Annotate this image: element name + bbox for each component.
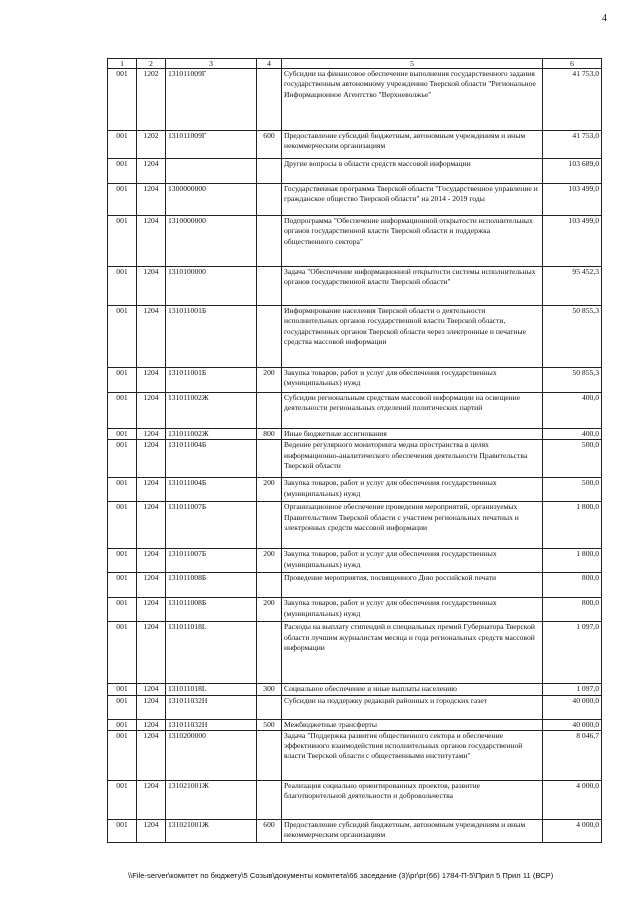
cell-amount: 400,0 xyxy=(543,429,602,440)
cell-admin-code: 001 xyxy=(108,549,137,573)
cell-expense-type xyxy=(257,159,282,184)
cell-amount: 40 000,0 xyxy=(543,695,602,719)
cell-amount: 800,0 xyxy=(543,598,602,622)
cell-expense-type xyxy=(257,393,282,429)
cell-section-code: 1204 xyxy=(137,440,166,478)
cell-amount: 1 097,0 xyxy=(543,684,602,695)
cell-description: Государственная программа Тверской области "Государственное управление и гражданское общество Тверской области" на 2014 - 2019 годы xyxy=(282,184,543,216)
table-body xyxy=(108,69,602,843)
cell-description: Реализация социально ориентированных проектов, развитие благотворительной деятельности и добровольчества xyxy=(282,780,543,819)
cell-section-code: 1204 xyxy=(137,393,166,429)
cell-section-code: 1204 xyxy=(137,216,166,267)
table-row xyxy=(108,684,602,695)
cell-description: Закупка товаров, работ и услуг для обеспечения государственных (муниципальных) нужд xyxy=(282,598,543,622)
cell-admin-code: 001 xyxy=(108,306,137,368)
table-row xyxy=(108,549,602,573)
cell-section-code: 1204 xyxy=(137,478,166,502)
cell-section-code: 1204 xyxy=(137,159,166,184)
cell-admin-code: 001 xyxy=(108,267,137,306)
cell-admin-code: 001 xyxy=(108,819,137,842)
cell-description: Организационное обеспечение проведения мероприятий, организуемых Правительством Тверской области с участием региональных печатных и электронных средств массовой информации xyxy=(282,502,543,549)
cell-admin-code: 001 xyxy=(108,440,137,478)
cell-article-code: 131011032Н xyxy=(166,695,257,719)
cell-section-code: 1204 xyxy=(137,306,166,368)
budget-table xyxy=(107,58,602,843)
cell-expense-type xyxy=(257,780,282,819)
header-row xyxy=(108,59,602,69)
table-row xyxy=(108,429,602,440)
cell-admin-code: 001 xyxy=(108,684,137,695)
table-row xyxy=(108,478,602,502)
cell-article-code: 131011007Б xyxy=(166,549,257,573)
cell-amount: 103 689,0 xyxy=(543,159,602,184)
cell-description: Проведение мероприятия, посвященного Дню российской печати xyxy=(282,573,543,598)
cell-description: Субсидии на поддержку редакций районных и городских газет xyxy=(282,695,543,719)
cell-admin-code: 001 xyxy=(108,429,137,440)
cell-amount: 8 046,7 xyxy=(543,730,602,780)
table-row xyxy=(108,598,602,622)
cell-section-code: 1204 xyxy=(137,184,166,216)
cell-section-code: 1204 xyxy=(137,730,166,780)
cell-admin-code: 001 xyxy=(108,69,137,131)
table-row xyxy=(108,393,602,429)
cell-expense-type xyxy=(257,69,282,131)
cell-description: Подпрограмма "Обеспечение информационной открытости исполнительных органов государственной власти Тверской области и поддержка общественного сектора" xyxy=(282,216,543,267)
cell-article-code: 131021001Ж xyxy=(166,819,257,842)
cell-amount: 500,0 xyxy=(543,478,602,502)
cell-description: Закупка товаров, работ и услуг для обеспечения государственных (муниципальных) нужд xyxy=(282,368,543,393)
cell-section-code: 1204 xyxy=(137,368,166,393)
cell-description: Предоставление субсидий бюджетным, автономным учреждениям и иным некоммерческим организациям xyxy=(282,131,543,159)
cell-article-code: 1300000000 xyxy=(166,184,257,216)
cell-section-code: 1202 xyxy=(137,131,166,159)
cell-admin-code: 001 xyxy=(108,730,137,780)
table-row xyxy=(108,573,602,598)
cell-description: Ведение регулярного мониторинга медиа пространства в целях информационно-аналитического обеспечения деятельности Правительства Тверской области xyxy=(282,440,543,478)
cell-amount: 1 800,0 xyxy=(543,502,602,549)
cell-description: Задача "Поддержка развития общественного сектора и обеспечение эффективного взаимодействия исполнительных органов государственной власти Тверской области с общественными институтами" xyxy=(282,730,543,780)
cell-section-code: 1204 xyxy=(137,719,166,730)
header-col-6: 6 xyxy=(543,59,602,69)
cell-article-code: 131011001Б xyxy=(166,306,257,368)
cell-expense-type xyxy=(257,440,282,478)
cell-amount: 40 000,0 xyxy=(543,719,602,730)
header-col-3: 3 xyxy=(166,59,257,69)
cell-amount: 103 499,0 xyxy=(543,184,602,216)
table-row xyxy=(108,267,602,306)
cell-admin-code: 001 xyxy=(108,598,137,622)
cell-admin-code: 001 xyxy=(108,502,137,549)
cell-amount: 50 855,3 xyxy=(543,368,602,393)
cell-article-code: 131011008Б xyxy=(166,573,257,598)
table-row xyxy=(108,306,602,368)
table-row xyxy=(108,730,602,780)
cell-article-code: 131011009Г xyxy=(166,131,257,159)
cell-expense-type: 200 xyxy=(257,368,282,393)
cell-section-code: 1204 xyxy=(137,598,166,622)
header-col-2: 2 xyxy=(137,59,166,69)
cell-article-code: 131011002Ж xyxy=(166,393,257,429)
cell-section-code: 1204 xyxy=(137,573,166,598)
cell-section-code: 1204 xyxy=(137,819,166,842)
cell-description: Иные бюджетные ассигнования xyxy=(282,429,543,440)
cell-article-code: 131011002Ж xyxy=(166,429,257,440)
table-row xyxy=(108,695,602,719)
table-row xyxy=(108,622,602,684)
cell-expense-type: 600 xyxy=(257,131,282,159)
cell-article-code: 1310000000 xyxy=(166,216,257,267)
header-col-1: 1 xyxy=(108,59,137,69)
cell-section-code: 1204 xyxy=(137,622,166,684)
cell-expense-type: 200 xyxy=(257,598,282,622)
cell-section-code: 1204 xyxy=(137,684,166,695)
cell-expense-type xyxy=(257,622,282,684)
cell-section-code: 1204 xyxy=(137,780,166,819)
cell-admin-code: 001 xyxy=(108,393,137,429)
cell-description: Социальное обеспечение и иные выплаты населению xyxy=(282,684,543,695)
table-row xyxy=(108,368,602,393)
cell-amount: 4 000,0 xyxy=(543,819,602,842)
cell-admin-code: 001 xyxy=(108,622,137,684)
cell-article-code: 131011004Б xyxy=(166,478,257,502)
table-row xyxy=(108,69,602,131)
cell-expense-type: 200 xyxy=(257,549,282,573)
cell-amount: 500,0 xyxy=(543,440,602,478)
cell-section-code: 1204 xyxy=(137,267,166,306)
cell-description: Расходы на выплату стипендий и специальных премий Губернатора Тверской области лучшим журналистам месяца и года региональных средств массовой информации xyxy=(282,622,543,684)
table-row xyxy=(108,502,602,549)
cell-admin-code: 001 xyxy=(108,573,137,598)
table-row xyxy=(108,719,602,730)
cell-description: Информирование населения Тверской области о деятельности исполнительных органов государственной власти Тверской области, государственных органов Тверской области через электронные и печатные средства массовой информации xyxy=(282,306,543,368)
cell-section-code: 1204 xyxy=(137,502,166,549)
cell-article-code: 1310100000 xyxy=(166,267,257,306)
cell-article-code: 131011001Б xyxy=(166,368,257,393)
cell-description: Задача "Обеспечение информационной открытости системы исполнительных органов государственной власти Тверской области" xyxy=(282,267,543,306)
cell-amount: 4 000,0 xyxy=(543,780,602,819)
cell-description: Предоставление субсидий бюджетным, автономным учреждениям и иным некоммерческим организациям xyxy=(282,819,543,842)
cell-expense-type: 600 xyxy=(257,819,282,842)
cell-admin-code: 001 xyxy=(108,478,137,502)
table-row xyxy=(108,131,602,159)
cell-admin-code: 001 xyxy=(108,780,137,819)
cell-article-code: 1310200000 xyxy=(166,730,257,780)
cell-admin-code: 001 xyxy=(108,216,137,267)
cell-expense-type xyxy=(257,502,282,549)
cell-description: Другие вопросы в области средств массовой информации xyxy=(282,159,543,184)
cell-description: Субсидии на финансовое обеспечение выполнения государственного задания государственным автономному учреждению Тверской области "Региональное Информационное Агентство "Верхневолжье" xyxy=(282,69,543,131)
cell-article-code: 131011032Н xyxy=(166,719,257,730)
cell-article-code: 131011009Г xyxy=(166,69,257,131)
cell-amount: 50 855,3 xyxy=(543,306,602,368)
cell-section-code: 1204 xyxy=(137,429,166,440)
cell-amount: 95 452,3 xyxy=(543,267,602,306)
cell-amount: 1 097,0 xyxy=(543,622,602,684)
cell-expense-type xyxy=(257,306,282,368)
cell-expense-type xyxy=(257,695,282,719)
cell-article-code: 131011008Б xyxy=(166,598,257,622)
cell-admin-code: 001 xyxy=(108,184,137,216)
cell-description: Закупка товаров, работ и услуг для обеспечения государственных (муниципальных) нужд xyxy=(282,549,543,573)
cell-section-code: 1204 xyxy=(137,549,166,573)
page-number: 4 xyxy=(602,13,607,24)
cell-expense-type: 500 xyxy=(257,719,282,730)
cell-expense-type xyxy=(257,184,282,216)
cell-admin-code: 001 xyxy=(108,719,137,730)
cell-admin-code: 001 xyxy=(108,368,137,393)
cell-admin-code: 001 xyxy=(108,131,137,159)
cell-article-code: 131011018L xyxy=(166,622,257,684)
cell-expense-type xyxy=(257,730,282,780)
table-row xyxy=(108,440,602,478)
table-row xyxy=(108,216,602,267)
cell-expense-type xyxy=(257,573,282,598)
header-col-4: 4 xyxy=(257,59,282,69)
table-row xyxy=(108,780,602,819)
header-col-5: 5 xyxy=(282,59,543,69)
cell-article-code: 131011018L xyxy=(166,684,257,695)
cell-description: Субсидии региональным средствам массовой информации на освещение деятельности региональных отделений политических партий xyxy=(282,393,543,429)
cell-admin-code: 001 xyxy=(108,695,137,719)
cell-description: Межбюджетные трансферты xyxy=(282,719,543,730)
cell-expense-type xyxy=(257,267,282,306)
cell-expense-type xyxy=(257,216,282,267)
table-row xyxy=(108,819,602,842)
table-row xyxy=(108,184,602,216)
cell-expense-type: 300 xyxy=(257,684,282,695)
table-row xyxy=(108,159,602,184)
cell-expense-type: 200 xyxy=(257,478,282,502)
cell-amount: 800,0 xyxy=(543,573,602,598)
cell-article-code: 131011007Б xyxy=(166,502,257,549)
file-path-footer: \\File-server\комитет по бюджету\5 Созыв\документы комитета\66 заседание (3)\рг\рг(66) 1784-П-5\Прил 5 Прил 11 (ВСР) xyxy=(128,871,554,880)
cell-amount: 41 753,0 xyxy=(543,131,602,159)
cell-article-code xyxy=(166,159,257,184)
cell-expense-type: 800 xyxy=(257,429,282,440)
cell-article-code: 131011004Б xyxy=(166,440,257,478)
cell-description: Закупка товаров, работ и услуг для обеспечения государственных (муниципальных) нужд xyxy=(282,478,543,502)
cell-amount: 103 499,0 xyxy=(543,216,602,267)
cell-amount: 400,0 xyxy=(543,393,602,429)
cell-article-code: 131021001Ж xyxy=(166,780,257,819)
cell-amount: 41 753,0 xyxy=(543,69,602,131)
cell-section-code: 1204 xyxy=(137,695,166,719)
cell-admin-code: 001 xyxy=(108,159,137,184)
cell-section-code: 1202 xyxy=(137,69,166,131)
cell-amount: 1 800,0 xyxy=(543,549,602,573)
